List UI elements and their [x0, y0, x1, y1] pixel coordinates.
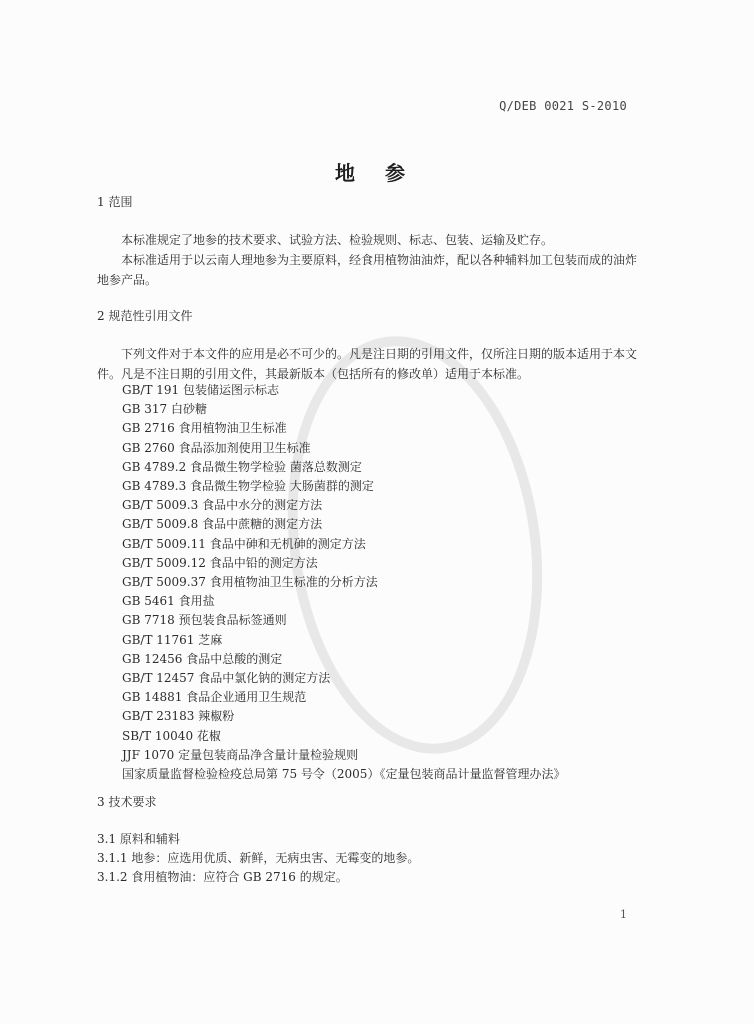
reference-item: GB 14881 食品企业通用卫生规范: [122, 690, 307, 705]
reference-item: GB/T 5009.12 食品中铅的测定方法: [122, 555, 318, 570]
reference-item: GB 2760 食品添加剂使用卫生标准: [122, 440, 311, 455]
normative-intro: 下列文件对于本文件的应用是必不可少的。凡是注日期的引用文件，仅所注日期的版本适用于本文件。凡是不注日期的引用文件，其最新版本（包括所有的修改单）适用于本标准。: [97, 347, 638, 381]
reference-item: GB/T 5009.37 食用植物油卫生标准的分析方法: [122, 575, 378, 590]
reference-item: GB/T 11761 芝麻: [122, 632, 223, 647]
document-code: Q/DEB 0021 S-2010: [499, 99, 627, 113]
normative-reference-list: [122, 381, 642, 784]
reference-item: GB 4789.2 食品微生物学检验 菌落总数测定: [122, 459, 362, 474]
technical-item: 3.1.2 食用植物油：应符合 GB 2716 的规定。: [97, 870, 348, 884]
reference-item: GB 2716 食用植物油卫生标准: [122, 421, 287, 436]
reference-item: GB 12456 食品中总酸的测定: [122, 651, 283, 666]
page-number: 1: [620, 908, 627, 921]
reference-item: GB/T 5009.11 食品中砷和无机砷的测定方法: [122, 536, 366, 551]
section-heading-normative-references: 2 规范性引用文件: [97, 309, 193, 323]
reference-item: JJF 1070 定量包装商品净含量计量检验规则: [122, 747, 359, 762]
reference-item: GB/T 5009.3 食品中水分的测定方法: [122, 498, 323, 513]
reference-item: SB/T 10040 花椒: [122, 728, 221, 743]
reference-item: GB/T 191 包装储运图示标志: [122, 383, 279, 397]
reference-item: GB 4789.3 食品微生物学检验 大肠菌群的测定: [122, 479, 374, 494]
scope-paragraph-2: 本标准适用于以云南人理地参为主要原料，经食用植物油油炸，配以各种辅料加工包装而成的油炸地参产品。: [97, 253, 638, 287]
scope-paragraph-1: 本标准规定了地参的技术要求、试验方法、检验规则、标志、包装、运输及贮存。: [121, 233, 554, 247]
document-title: 地参: [335, 161, 435, 185]
section-heading-technical-requirements: 3 技术要求: [97, 795, 157, 809]
reference-item: GB/T 23183 辣椒粉: [122, 709, 235, 724]
reference-item: GB/T 5009.8 食品中蔗糖的测定方法: [122, 517, 323, 532]
section-heading-scope: 1 范围: [97, 195, 133, 209]
reference-item: GB 7718 预包装食品标签通则: [122, 613, 287, 628]
reference-item: 国家质量监督检验检疫总局第 75 号令（2005）《定量包装商品计量监督管理办法》: [122, 767, 566, 782]
technical-item: 3.1.1 地参：应选用优质、新鲜，无病虫害、无霉变的地参。: [97, 851, 420, 865]
reference-item: GB/T 12457 食品中氯化钠的测定方法: [122, 671, 331, 686]
reference-item: GB 5461 食用盐: [122, 594, 215, 609]
reference-item: GB 317 白砂糖: [122, 402, 207, 417]
technical-subheading: 3.1 原料和辅料: [97, 832, 180, 846]
